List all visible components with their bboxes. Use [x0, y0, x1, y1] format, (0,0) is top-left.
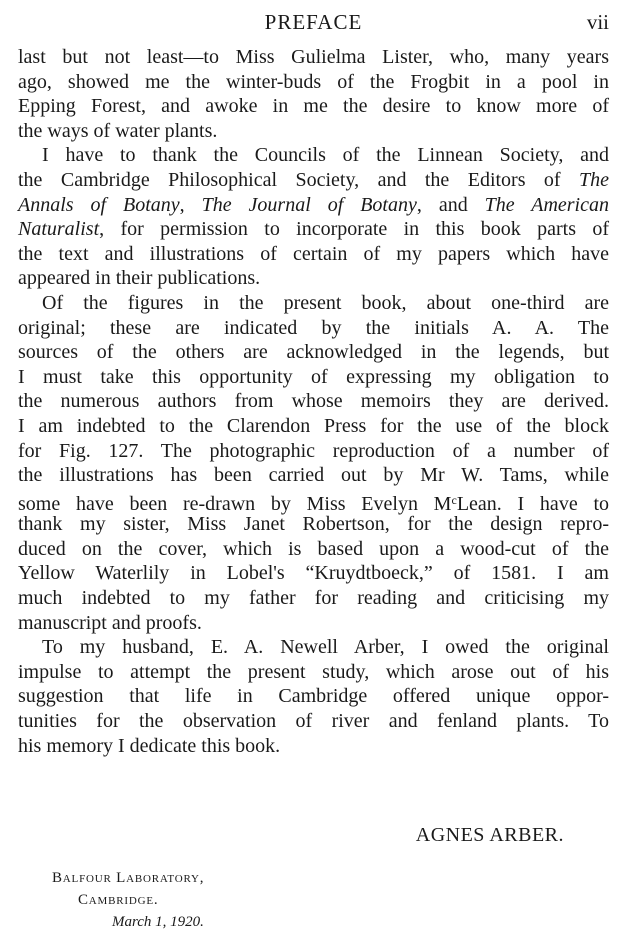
text-line: impulse to attempt the present study, which arose out of his: [18, 660, 609, 683]
text-line: tunities for the observation of river and fenland plants. To: [18, 710, 609, 733]
text-run: , for permission to incorporate in this book parts of: [99, 218, 609, 241]
text-line: appeared in their publications.: [18, 267, 261, 290]
superscript: c: [451, 492, 457, 507]
text-line: I must take this opportunity of expressing my obligation to: [18, 365, 609, 388]
text-line: duced on the cover, which is based upon a wood-cut of the: [18, 537, 609, 560]
text-line: ago, showed me the winter-buds of the Frogbit in a pool in: [18, 70, 609, 93]
text-run: the Cambridge Philosophical Society, and the Editors of: [18, 168, 561, 191]
text-line: I have to thank the Councils of the Linnean Society, and: [42, 144, 609, 167]
text-line: [18, 217, 609, 242]
text-line: last but not least—to Miss Gulielma Lister, who, many years: [18, 46, 609, 68]
journal-title: The Journal of Botany: [201, 193, 417, 216]
page-number: vii: [586, 10, 609, 34]
text-line: the illustrations has been carried out by Mr W. Tams, while: [18, 464, 609, 487]
body-text: [18, 45, 609, 758]
text-line: [18, 193, 609, 218]
text-line: much indebted to my father for reading and criticising my: [18, 587, 609, 610]
text-run: ,: [179, 193, 202, 216]
journal-title: The: [579, 168, 609, 191]
dateline: [52, 867, 204, 933]
text-line: I am indebted to the Clarendon Press for the use of the block: [18, 414, 609, 437]
paragraph-4: [18, 635, 609, 758]
text-line: [18, 168, 609, 193]
text-line: To my husband, E. A. Newell Arber, I owed the original: [42, 636, 609, 659]
author-signature: AGNES ARBER.: [415, 824, 564, 846]
text-line: thank my sister, Miss Janet Robertson, for the design repro-: [18, 513, 609, 536]
text-run: some have been re-drawn by Miss Evelyn M: [18, 492, 452, 515]
text-line: the ways of water plants.: [18, 119, 218, 142]
dateline-place: Balfour Laboratory,: [52, 870, 205, 886]
text-line: the text and illustrations of certain of my papers which have: [18, 242, 609, 265]
text-line: Epping Forest, and awoke in me the desire to know more of: [18, 95, 609, 118]
text-line: Of the figures in the present book, about one-third are: [42, 291, 609, 314]
text-line: his memory I dedicate this book.: [18, 734, 281, 757]
text-line: original; these are indicated by the initials A. A. The: [18, 316, 609, 339]
dateline-city: Cambridge.: [78, 892, 159, 908]
page-header: [18, 10, 609, 40]
text-line: the numerous authors from whose memoirs they are derived.: [18, 390, 609, 413]
running-title: PREFACE: [264, 10, 363, 34]
journal-title: Annals of Botany: [18, 193, 180, 216]
text-line: [18, 488, 609, 513]
journal-title: Naturalist: [18, 218, 100, 241]
text-line: suggestion that life in Cambridge offered unique oppor-: [18, 685, 609, 708]
dateline-date: March 1, 1920.: [112, 914, 204, 930]
text-run: Lean. I have to: [456, 492, 609, 515]
text-line: manuscript and proofs.: [18, 611, 202, 634]
text-run: , and: [416, 193, 485, 216]
paragraph-1: [18, 45, 609, 143]
paragraph-2: [18, 143, 609, 291]
journal-title: The American: [484, 193, 609, 216]
text-line: for Fig. 127. The photographic reproduction of a number of: [18, 439, 609, 462]
paragraph-3: [18, 291, 609, 635]
text-line: Yellow Waterlily in Lobel's “Kruydtboeck,” of 1581. I am: [18, 562, 609, 585]
text-line: sources of the others are acknowledged in the legends, but: [18, 341, 609, 364]
